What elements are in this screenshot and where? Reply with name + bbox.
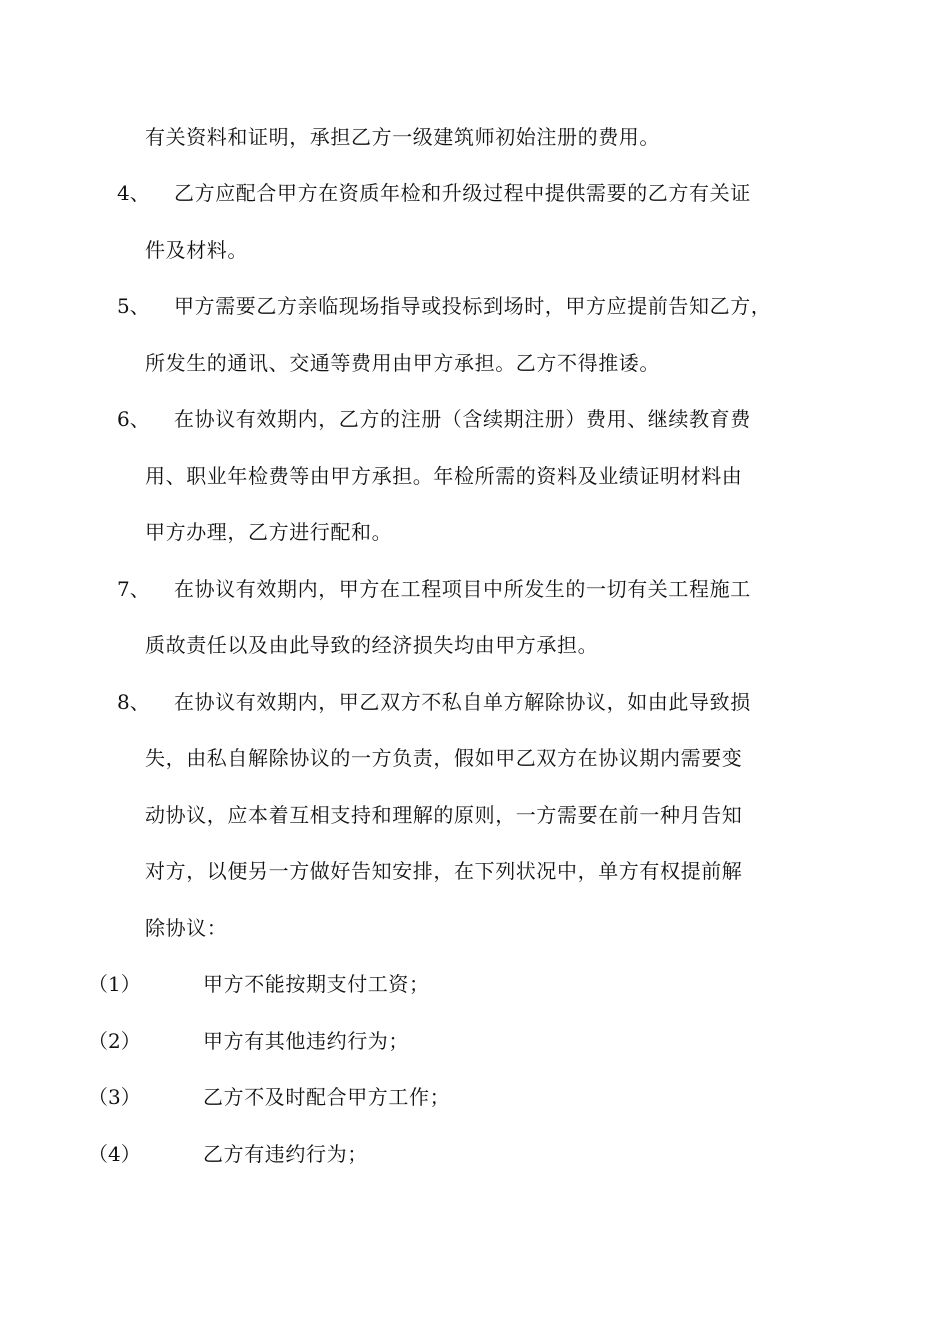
- clause-5-number: 5、: [117, 294, 150, 318]
- sub-item-2-text: 甲方有其他违约行为；: [203, 1029, 409, 1053]
- clause-8-line-1: 在协议有效期内，甲乙双方不私自单方解除协议，如由此导致损: [174, 690, 751, 714]
- clause-6-line-3: 甲方办理，乙方进行配和。: [145, 520, 393, 544]
- clause-7-line-1: 在协议有效期内，甲方在工程项目中所发生的一切有关工程施工: [174, 577, 751, 601]
- clause-7-line-2: 质故责任以及由此导致的经济损失均由甲方承担。: [145, 633, 599, 657]
- clause-8-number: 8、: [117, 690, 150, 714]
- clause-6-line-2: 用、职业年检费等由甲方承担。年检所需的资料及业绩证明材料由: [145, 464, 743, 488]
- clause-7-number: 7、: [117, 577, 150, 601]
- sub-item-4-text: 乙方有违约行为；: [203, 1142, 368, 1166]
- sub-item-1-number: （1）: [88, 972, 141, 996]
- sub-item-1-text: 甲方不能按期支付工资；: [203, 972, 430, 996]
- clause-8-line-3: 动协议，应本着互相支持和理解的原则，一方需要在前一种月告知: [145, 803, 743, 827]
- clause-8-line-5: 除协议：: [145, 916, 228, 940]
- clause-6-number: 6、: [117, 407, 150, 431]
- sub-item-2-number: （2）: [88, 1029, 141, 1053]
- sub-item-4-number: （4）: [88, 1142, 141, 1166]
- clause-4-number: 4、: [117, 181, 150, 205]
- continuation-line: 有关资料和证明，承担乙方一级建筑师初始注册的费用。: [145, 125, 660, 149]
- clause-5-line-2: 所发生的通讯、交通等费用由甲方承担。乙方不得推诿。: [145, 351, 660, 375]
- clause-4-line-1: 乙方应配合甲方在资质年检和升级过程中提供需要的乙方有关证: [174, 181, 751, 205]
- clause-6-line-1: 在协议有效期内，乙方的注册（含续期注册）费用、继续教育费: [174, 407, 751, 431]
- sub-item-3-number: （3）: [88, 1085, 141, 1109]
- clause-8-line-4: 对方，以便另一方做好告知安排，在下列状况中，单方有权提前解: [145, 859, 743, 883]
- clause-4-line-2: 件及材料。: [145, 238, 248, 262]
- sub-item-3-text: 乙方不及时配合甲方工作；: [203, 1085, 451, 1109]
- clause-8-line-2: 失，由私自解除协议的一方负责，假如甲乙双方在协议期内需要变: [145, 746, 743, 770]
- clause-5-line-1: 甲方需要乙方亲临现场指导或投标到场时，甲方应提前告知乙方，: [174, 294, 772, 318]
